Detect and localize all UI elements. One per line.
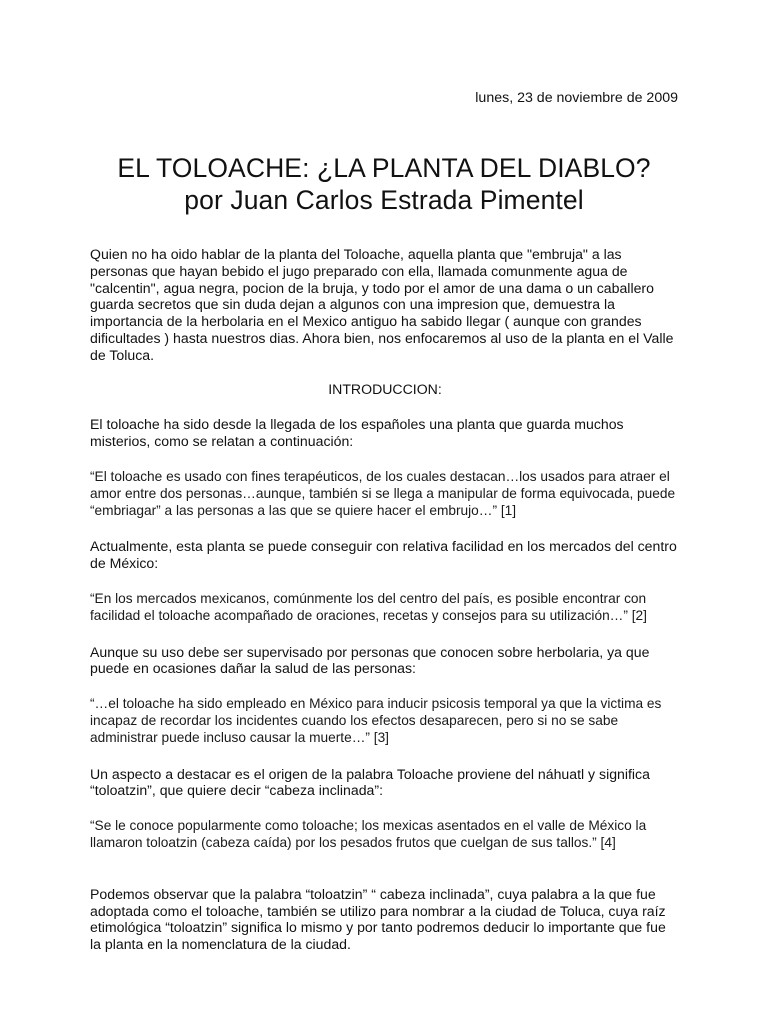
document-title <box>0 152 768 216</box>
section-heading: INTRODUCCION: <box>328 380 442 397</box>
title-line-2: por Juan Carlos Estrada Pimentel <box>184 185 584 215</box>
document-date: lunes, 23 de noviembre de 2009 <box>475 90 678 106</box>
paragraph: Podemos observar que la palabra “toloatzin” “ cabeza inclinada”, cuya palabra a la que fue adoptada como el toloache, también se utilizo para nombrar a la ciudad de Toluca, cuya raíz etimológica “toloatzin” significa lo mismo y por tanto podremos deducir lo importante que fue la planta en la nomenclatura de la ciudad. <box>90 885 666 953</box>
intro-paragraph: Quien no ha oido hablar de la planta del Toloache, aquella planta que "embruja" a las personas que hayan bebido el jugo preparado con ella, llamada comunmente agua de "calcentin", agua negra, pocion de la bruja, y todo por el amor de una dama o un caballero guarda secretos que sin duda dejan a algunos con una impresion que, demuestra la importancia de la herbolaria en el Mexico antiguo ha sabido llegar ( aunque con grandes dificultades ) hasta nuestros dias. Ahora bien, nos enfocaremos al uso de la planta en el Valle de Toluca. <box>90 246 674 363</box>
quote-paragraph: “Se le conoce popularmente como toloache; los mexicas asentados en el valle de México la llamaron toloatzin (cabeza caída) por los pesados frutos que cuelgan de sus tallos.” [4] <box>90 818 647 850</box>
quote-paragraph: “El toloache es usado con fines terapéuticos, de los cuales destacan…los usados para atraer el amor entre dos personas…aunque, también si se llega a manipular de forma equivocada, puede “embriagar” a las personas a las que se quiere hacer el embrujo…” [1] <box>90 468 676 518</box>
paragraph: Aunque su uso debe ser supervisado por personas que conocen sobre herbolaria, ya que puede en ocasiones dañar la salud de las personas: <box>90 643 650 677</box>
document-body <box>90 246 680 953</box>
paragraph: Un aspecto a destacar es el origen de la palabra Toloache proviene del náhuatl y significa “toloatzin”, que quiere decir “cabeza inclinada”: <box>90 765 650 799</box>
paragraph: Actualmente, esta planta se puede conseguir con relativa facilidad en los mercados del centro de México: <box>90 538 677 572</box>
title-line-1: EL TOLOACHE: ¿LA PLANTA DEL DIABLO? <box>117 153 651 183</box>
quote-paragraph: “…el toloache ha sido empleado en México para inducir psicosis temporal ya que la victima es incapaz de recordar los incidentes cuando los efectos desaparecen, pero si no se sabe administrar puede incluso causar la muerte…” [3] <box>90 696 662 745</box>
paragraph: El toloache ha sido desde la llegada de los españoles una planta que guarda muchos misterios, como se relatan a continuación: <box>90 416 624 450</box>
quote-paragraph: “En los mercados mexicanos, comúnmente los del centro del país, es posible encontrar con facilidad el toloache acompañado de oraciones, recetas y consejos para su utilización…” [2] <box>90 590 647 623</box>
